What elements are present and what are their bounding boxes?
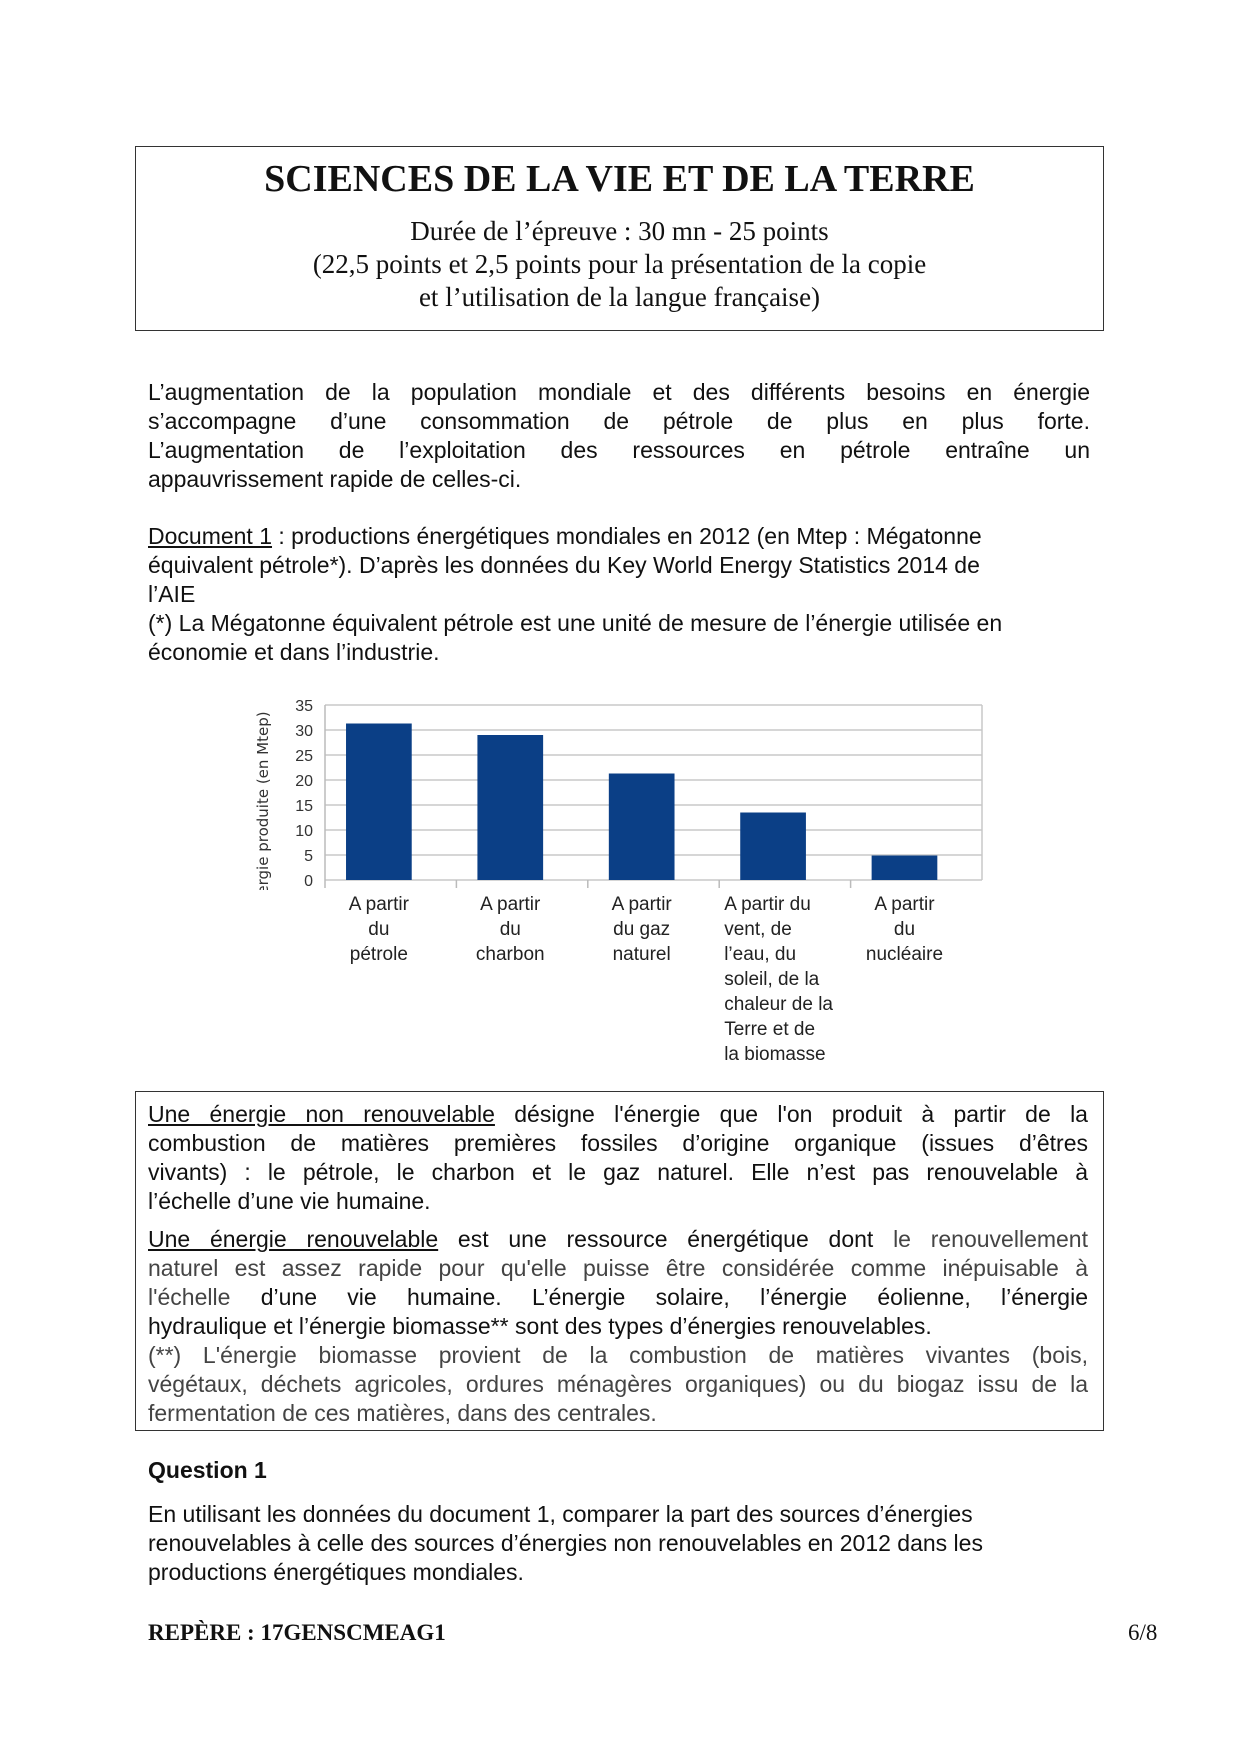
document1-caption <box>148 522 1068 667</box>
text-line: fermentation de ces matières, dans des centrales. <box>148 1400 657 1426</box>
x-category-label <box>844 892 964 967</box>
text-line: vivants) : le pétrole, le charbon et le gaz naturel. Elle n’est pas renouvelable à <box>148 1159 1088 1185</box>
exam-duration: Durée de l’épreuve : 30 mn - 25 points <box>410 216 829 246</box>
text-line: l’AIE <box>148 581 196 607</box>
text-line: est une ressource énergétique dont <box>438 1226 894 1252</box>
y-axis-title: Energie produite (en Mtep) <box>254 711 272 890</box>
bar <box>477 735 543 880</box>
chart-plot <box>240 670 1020 890</box>
text-line: le renouvellement <box>893 1226 1088 1252</box>
text-line: L’augmentation de l’exploitation des ressources en pétrole entraîne un <box>148 437 1090 463</box>
bar <box>346 724 412 881</box>
y-tick-label: 30 <box>295 723 313 740</box>
y-tick-label: 35 <box>295 698 313 715</box>
y-tick-label: 25 <box>295 748 313 765</box>
intro-paragraph <box>148 378 1090 494</box>
y-tick-label: 20 <box>295 773 313 790</box>
y-tick-label: 10 <box>295 823 313 840</box>
text-line: En utilisant les données du document 1, comparer la part des sources d’énergies <box>148 1501 973 1527</box>
term-nonrenewable: Une énergie non renouvelable <box>148 1101 495 1127</box>
category-line: naturel <box>612 944 671 965</box>
bar <box>609 774 675 881</box>
text-line: productions énergétiques mondiales. <box>148 1559 524 1585</box>
category-line: A partir <box>348 894 409 915</box>
y-tick-label: 0 <box>304 873 313 890</box>
question-text <box>148 1500 1068 1587</box>
x-category-label <box>582 892 702 967</box>
text-line: appauvrissement rapide de celles-ci. <box>148 466 522 492</box>
text-line: combustion de matières premières fossiles d’origine organique (issues d’êtres <box>148 1130 1088 1156</box>
title-box <box>135 146 1104 331</box>
term-renewable: Une énergie renouvelable <box>148 1226 439 1252</box>
document-label: Document 1 <box>148 523 273 549</box>
definitions-text <box>148 1100 1088 1428</box>
category-line: A partir <box>611 894 672 915</box>
text-line: végétaux, déchets agricoles, ordures ménagères organiques) ou du biogaz issu de la <box>148 1371 1088 1397</box>
bar <box>872 856 938 881</box>
category-line: nucléaire <box>865 944 944 965</box>
text-line: économie et dans l’industrie. <box>148 639 440 665</box>
page-title: SCIENCES DE LA VIE ET DE LA TERRE <box>264 158 975 200</box>
category-line: du <box>893 919 916 940</box>
y-tick-label: 15 <box>295 798 313 815</box>
category-line: vent, de <box>724 919 792 940</box>
text-line: : productions énergétiques mondiales en 2012 (en Mtep : Mégatonne <box>272 523 982 549</box>
points-detail-2: et l’utilisation de la langue française) <box>418 282 821 312</box>
category-line: la biomasse <box>724 1044 826 1065</box>
category-line: A partir <box>874 894 935 915</box>
text-line: d’une vie humaine. L’énergie solaire, l’énergie éolienne, l’énergie <box>230 1284 1088 1310</box>
x-category-label <box>724 892 864 1067</box>
category-line: A partir <box>480 894 541 915</box>
x-category-label <box>319 892 439 967</box>
text-line: renouvelables à celle des sources d’énergies non renouvelables en 2012 dans les <box>148 1530 983 1556</box>
bar-chart <box>240 670 1020 1070</box>
x-category-label <box>450 892 570 967</box>
category-line: chaleur de la <box>724 994 833 1015</box>
category-line: Terre et de <box>724 1019 816 1040</box>
page-number: 6/8 <box>1128 1620 1158 1645</box>
text-line: l'échelle <box>148 1284 231 1310</box>
question-title: Question 1 <box>148 1457 267 1483</box>
y-tick-label: 5 <box>304 848 313 865</box>
category-line: charbon <box>475 944 545 965</box>
category-line: soleil, de la <box>724 969 820 990</box>
text-line: (*) La Mégatonne équivalent pétrole est une unité de mesure de l’énergie utilisée en <box>148 610 1003 636</box>
text-line: naturel est assez rapide pour qu'elle puisse être considérée comme inépuisable à <box>148 1255 1088 1281</box>
category-line: A partir du <box>724 894 811 915</box>
category-line: du <box>499 919 521 940</box>
text-line: (**) L'énergie biomasse provient de la combustion de matières vivantes (bois, <box>148 1342 1088 1368</box>
text-line: désigne l'énergie que l'on produit à partir de la <box>494 1101 1088 1127</box>
category-line: l’eau, du <box>724 944 797 965</box>
text-line: hydraulique et l’énergie biomasse** sont des types d’énergies renouvelables. <box>148 1313 932 1339</box>
text-line: équivalent pétrole*). D’après les données du Key World Energy Statistics 2014 de <box>148 552 980 578</box>
text-line: l’échelle d’une vie humaine. <box>148 1188 431 1214</box>
bar <box>740 813 806 881</box>
category-line: du gaz <box>613 919 671 940</box>
footer-reference: REPÈRE : 17GENSCMEAG1 <box>148 1620 446 1645</box>
text-line: L’augmentation de la population mondiale et des différents besoins en énergie <box>148 379 1090 405</box>
category-line: pétrole <box>349 944 408 965</box>
text-line: s’accompagne d’une consommation de pétrole de plus en plus forte. <box>148 408 1090 434</box>
category-line: du <box>368 919 390 940</box>
points-detail: (22,5 points et 2,5 points pour la présentation de la copie <box>312 249 927 279</box>
